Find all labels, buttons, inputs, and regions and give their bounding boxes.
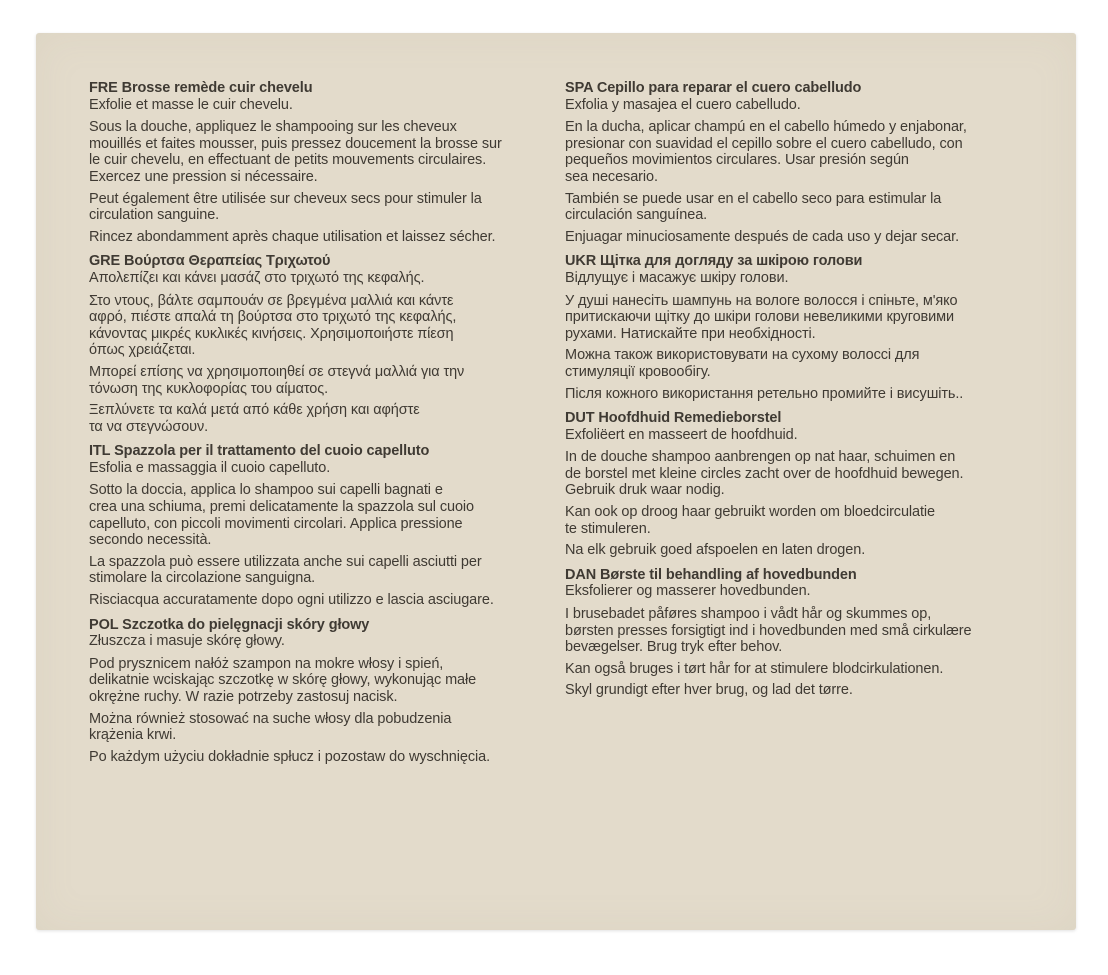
text-line: Peut également être utilisée sur cheveux secs pour stimuler la bbox=[89, 190, 482, 207]
instruction-paragraph bbox=[565, 119, 1035, 185]
instruction-paragraph bbox=[565, 606, 1035, 656]
text-line: pequeños movimientos circulares. Usar presión según bbox=[565, 152, 909, 169]
right-column bbox=[565, 80, 1035, 707]
text-line: Można również stosować na suche włosy dla pobudzenia bbox=[89, 710, 452, 727]
instruction-paragraph bbox=[565, 293, 1035, 343]
instruction-paragraph bbox=[565, 542, 1035, 559]
instruction-paragraph bbox=[89, 749, 559, 766]
text-line: τα να στεγνώσουν. bbox=[89, 418, 209, 435]
text-line: Po każdym użyciu dokładnie spłucz i pozostaw do wyschnięcia. bbox=[89, 748, 491, 765]
text-line: рухами. Натискайте при необхідності. bbox=[565, 325, 816, 342]
text-line: τόνωση της κυκλοφορίας του αίματος. bbox=[89, 380, 329, 397]
text-line: Złuszcza i masuje skórę głowy. bbox=[89, 633, 285, 650]
language-section bbox=[565, 253, 1035, 402]
text-line: capelluto, con piccoli movimenti circolari. Applica pressione bbox=[89, 515, 463, 532]
text-line: La spazzola può essere utilizzata anche sui capelli asciutti per bbox=[89, 553, 482, 570]
section-title: POL Szczotka do pielęgnacji skóry głowy bbox=[89, 616, 370, 633]
text-line: Відлущує і масажує шкіру голови. bbox=[565, 269, 789, 286]
instruction-paragraph bbox=[565, 347, 1035, 380]
text-line: притискаючи щітку до шкіри голови невеликими круговими bbox=[565, 309, 955, 326]
text-line: Pod prysznicem nałóż szampon na mokre włosy i spień, bbox=[89, 655, 444, 672]
text-line: Exercez une pression si nécessaire. bbox=[89, 168, 318, 185]
instruction-paragraph bbox=[565, 504, 1035, 537]
text-line: Na elk gebruik goed afspoelen en laten drogen. bbox=[565, 542, 866, 559]
text-line: También se puede usar en el cabello seco para estimular la bbox=[565, 190, 942, 207]
text-line: стимуляції кровообігу. bbox=[565, 363, 711, 380]
instruction-paragraph bbox=[565, 191, 1035, 224]
text-line: delikatnie wciskając szczotkę w skórę głowy, wykonując małe bbox=[89, 672, 477, 689]
text-line: Sous la douche, appliquez le shampooing sur les cheveux bbox=[89, 119, 457, 136]
text-line: presionar con suavidad el cepillo sobre el cuero cabelludo, con bbox=[565, 135, 963, 152]
instruction-paragraph bbox=[565, 449, 1035, 499]
language-section bbox=[89, 617, 559, 766]
text-line: Μπορεί επίσης να χρησιμοποιηθεί σε στεγνά μαλλιά για την bbox=[89, 363, 465, 380]
section-subtitle bbox=[89, 270, 559, 287]
instruction-paragraph bbox=[89, 191, 559, 224]
text-line: secondo necessità. bbox=[89, 532, 212, 549]
section-title: SPA Cepillo para reparar el cuero cabelludo bbox=[565, 80, 862, 96]
instruction-paragraph bbox=[89, 364, 559, 397]
text-line: Sotto la doccia, applica lo shampoo sui capelli bagnati e bbox=[89, 482, 443, 499]
text-line: børsten presses forsigtigt ind i hovedbunden med små cirkulære bbox=[565, 622, 972, 639]
instruction-paragraph bbox=[89, 293, 559, 359]
instruction-paragraph bbox=[89, 119, 559, 185]
text-line: Enjuagar minuciosamente después de cada uso y dejar secar. bbox=[565, 228, 959, 245]
instruction-paragraph bbox=[565, 386, 1035, 403]
text-line: bevægelser. Brug tryk efter behov. bbox=[565, 639, 783, 656]
section-title: GRE Βούρτσα Θεραπείας Τριχωτού bbox=[89, 253, 331, 270]
text-line: circulation sanguine. bbox=[89, 207, 220, 224]
text-line: Rincez abondamment après chaque utilisation et laissez sécher. bbox=[89, 228, 496, 245]
instruction-paragraph bbox=[565, 661, 1035, 678]
language-section bbox=[89, 80, 559, 245]
text-line: Στο ντους, βάλτε σαμπουάν σε βρεγμένα μαλλιά και κάντε bbox=[89, 292, 454, 309]
text-line: crea una schiuma, premi delicatamente la spazzola sul cuoio bbox=[89, 499, 474, 516]
section-subtitle bbox=[565, 583, 1035, 600]
text-line: sea necesario. bbox=[565, 168, 658, 185]
text-line: Можна також використовувати на сухому волоссі для bbox=[565, 347, 920, 364]
text-line: okrężne ruchy. W razie potrzeby zastosuj nacisk. bbox=[89, 689, 398, 705]
text-line: I brusebadet påføres shampoo i vådt hår og skummes op, bbox=[565, 606, 932, 623]
section-subtitle bbox=[565, 270, 1035, 287]
section-title: DUT Hoofdhuid Remedieborstel bbox=[565, 410, 782, 427]
text-line: Skyl grundigt efter hver brug, og lad det tørre. bbox=[565, 682, 853, 699]
section-title: UKR Щітка для догляду за шкірою голови bbox=[565, 253, 863, 270]
section-title: FRE Brosse remède cuir chevelu bbox=[89, 80, 313, 96]
text-line: Eksfolierer og masserer hovedbunden. bbox=[565, 583, 811, 600]
section-title: ITL Spazzola per il trattamento del cuoio capelluto bbox=[89, 443, 430, 460]
instruction-paragraph bbox=[565, 229, 1035, 246]
text-line: le cuir chevelu, en effectuant de petits mouvements circulaires. bbox=[89, 152, 487, 169]
section-subtitle bbox=[89, 460, 559, 477]
text-line: mouillés et faites mousser, puis pressez doucement la brosse sur bbox=[89, 135, 502, 152]
section-subtitle bbox=[89, 97, 559, 114]
text-line: circulación sanguínea. bbox=[565, 207, 708, 224]
language-section bbox=[89, 443, 559, 608]
text-line: Після кожного використання ретельно промийте і висушіть.. bbox=[565, 385, 964, 402]
text-line: Risciacqua accuratamente dopo ogni utilizzo e lascia asciugare. bbox=[89, 592, 494, 609]
instruction-paragraph bbox=[565, 682, 1035, 699]
text-line: όπως χρειάζεται. bbox=[89, 342, 196, 359]
text-line: Gebruik druk waar nodig. bbox=[565, 482, 725, 499]
text-line: stimolare la circolazione sanguigna. bbox=[89, 570, 316, 587]
instruction-paragraph bbox=[89, 656, 559, 706]
section-title: DAN Børste til behandling af hovedbunden bbox=[565, 566, 857, 583]
text-line: En la ducha, aplicar champú en el cabello húmedo y enjabonar, bbox=[565, 119, 967, 136]
text-line: Ξεπλύνετε τα καλά μετά από κάθε χρήση και αφήστε bbox=[89, 402, 420, 419]
language-section bbox=[565, 410, 1035, 559]
text-line: Exfoliëert en masseert de hoofdhuid. bbox=[565, 426, 798, 443]
text-line: Esfolia e massaggia il cuoio capelluto. bbox=[89, 459, 331, 476]
text-line: У душі нанесіть шампунь на вологе волосся і спіньте, м'яко bbox=[565, 292, 958, 309]
instruction-paragraph bbox=[89, 554, 559, 587]
instruction-paragraph bbox=[89, 482, 559, 548]
text-line: Exfolia y masajea el cuero cabelludo. bbox=[565, 96, 801, 113]
text-line: de borstel met kleine circles zacht over de hoofdhuid bewegen. bbox=[565, 465, 964, 482]
left-column bbox=[89, 80, 559, 773]
text-line: krążenia krwi. bbox=[89, 727, 177, 744]
instruction-card bbox=[36, 33, 1076, 930]
instruction-paragraph bbox=[89, 229, 559, 246]
instruction-paragraph bbox=[89, 402, 559, 435]
text-line: Kan ook op droog haar gebruikt worden om bloedcirculatie bbox=[565, 504, 936, 521]
section-subtitle bbox=[565, 427, 1035, 444]
text-line: Kan også bruges i tørt hår for at stimulere blodcirkulationen. bbox=[565, 660, 944, 677]
section-subtitle bbox=[565, 97, 1035, 114]
language-section bbox=[565, 80, 1035, 245]
language-section bbox=[565, 567, 1035, 699]
text-line: κάνοντας μικρές κυκλικές κινήσεις. Χρησιμοποιήστε πίεση bbox=[89, 325, 454, 342]
section-subtitle bbox=[89, 633, 559, 650]
text-line: te stimuleren. bbox=[565, 520, 651, 537]
instruction-paragraph bbox=[89, 711, 559, 744]
language-section bbox=[89, 253, 559, 435]
text-line: In de douche shampoo aanbrengen op nat haar, schuimen en bbox=[565, 449, 956, 466]
instruction-paragraph bbox=[89, 592, 559, 609]
text-line: Exfolie et masse le cuir chevelu. bbox=[89, 96, 293, 113]
text-line: αφρό, πιέστε απαλά τη βούρτσα στο τριχωτό της κεφαλής, bbox=[89, 309, 457, 326]
text-line: Απολεπίζει και κάνει μασάζ στο τριχωτό της κεφαλής. bbox=[89, 269, 425, 286]
